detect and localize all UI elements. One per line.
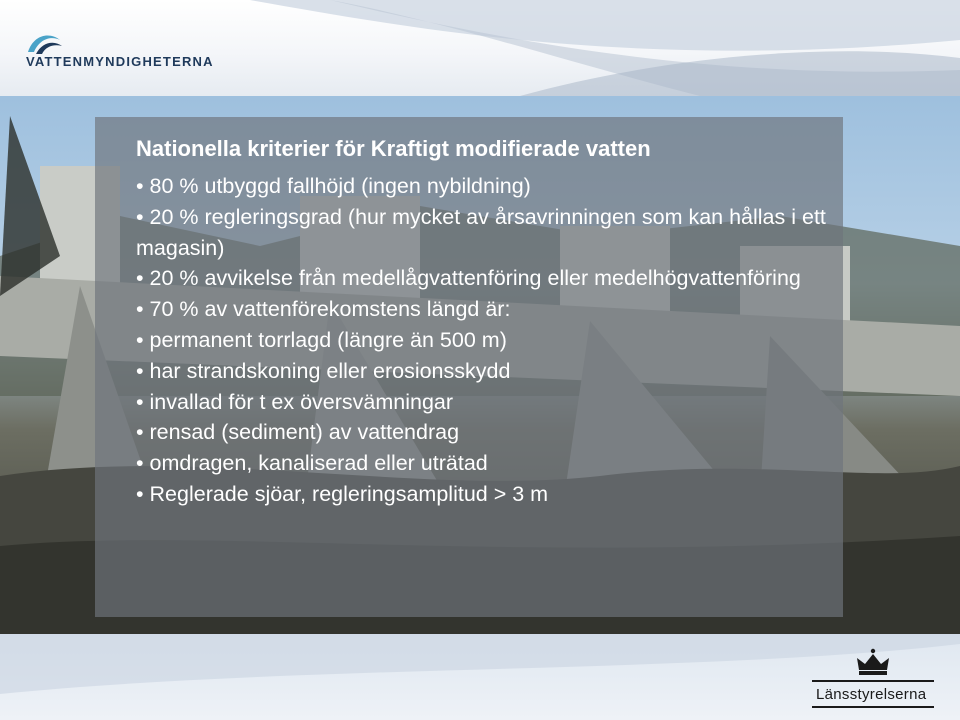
- logo-wave-icon: [26, 32, 86, 56]
- slide-title: Nationella kriterier för Kraftigt modifierade vatten: [136, 136, 651, 161]
- crown-icon: [853, 648, 893, 678]
- criteria-list: [136, 171, 826, 510]
- list-item: • permanent torrlagd (längre än 500 m): [136, 325, 826, 356]
- list-item: • har strandskoning eller erosionsskydd: [136, 356, 826, 387]
- slide-content: [136, 132, 826, 510]
- list-item: • rensad (sediment) av vattendrag: [136, 417, 826, 448]
- list-item: • 20 % regleringsgrad (hur mycket av årsavrinningen som kan hållas i ett magasin): [136, 202, 826, 264]
- list-item: • 20 % avvikelse från medellågvattenföring eller medelhögvattenföring: [136, 263, 826, 294]
- logo-bottom-rule: [812, 706, 934, 708]
- footer-wordmark: Länsstyrelserna: [816, 686, 927, 703]
- list-item: • 80 % utbyggd fallhöjd (ingen nybildning): [136, 171, 826, 202]
- slide-header: [0, 0, 960, 96]
- list-item: • Reglerade sjöar, regleringsamplitud > 3 m: [136, 479, 826, 510]
- list-item: • invallad för t ex översvämningar: [136, 387, 826, 418]
- logo-wordmark: VATTENMYNDIGHETERNA: [26, 54, 214, 69]
- logo-top-rule: [812, 680, 934, 682]
- vattenmyndigheterna-logo: [26, 32, 256, 82]
- list-item: • 70 % av vattenförekomstens längd är:: [136, 294, 826, 325]
- lansstyrelserna-logo: [812, 648, 934, 712]
- list-item: • omdragen, kanaliserad eller uträtad: [136, 448, 826, 479]
